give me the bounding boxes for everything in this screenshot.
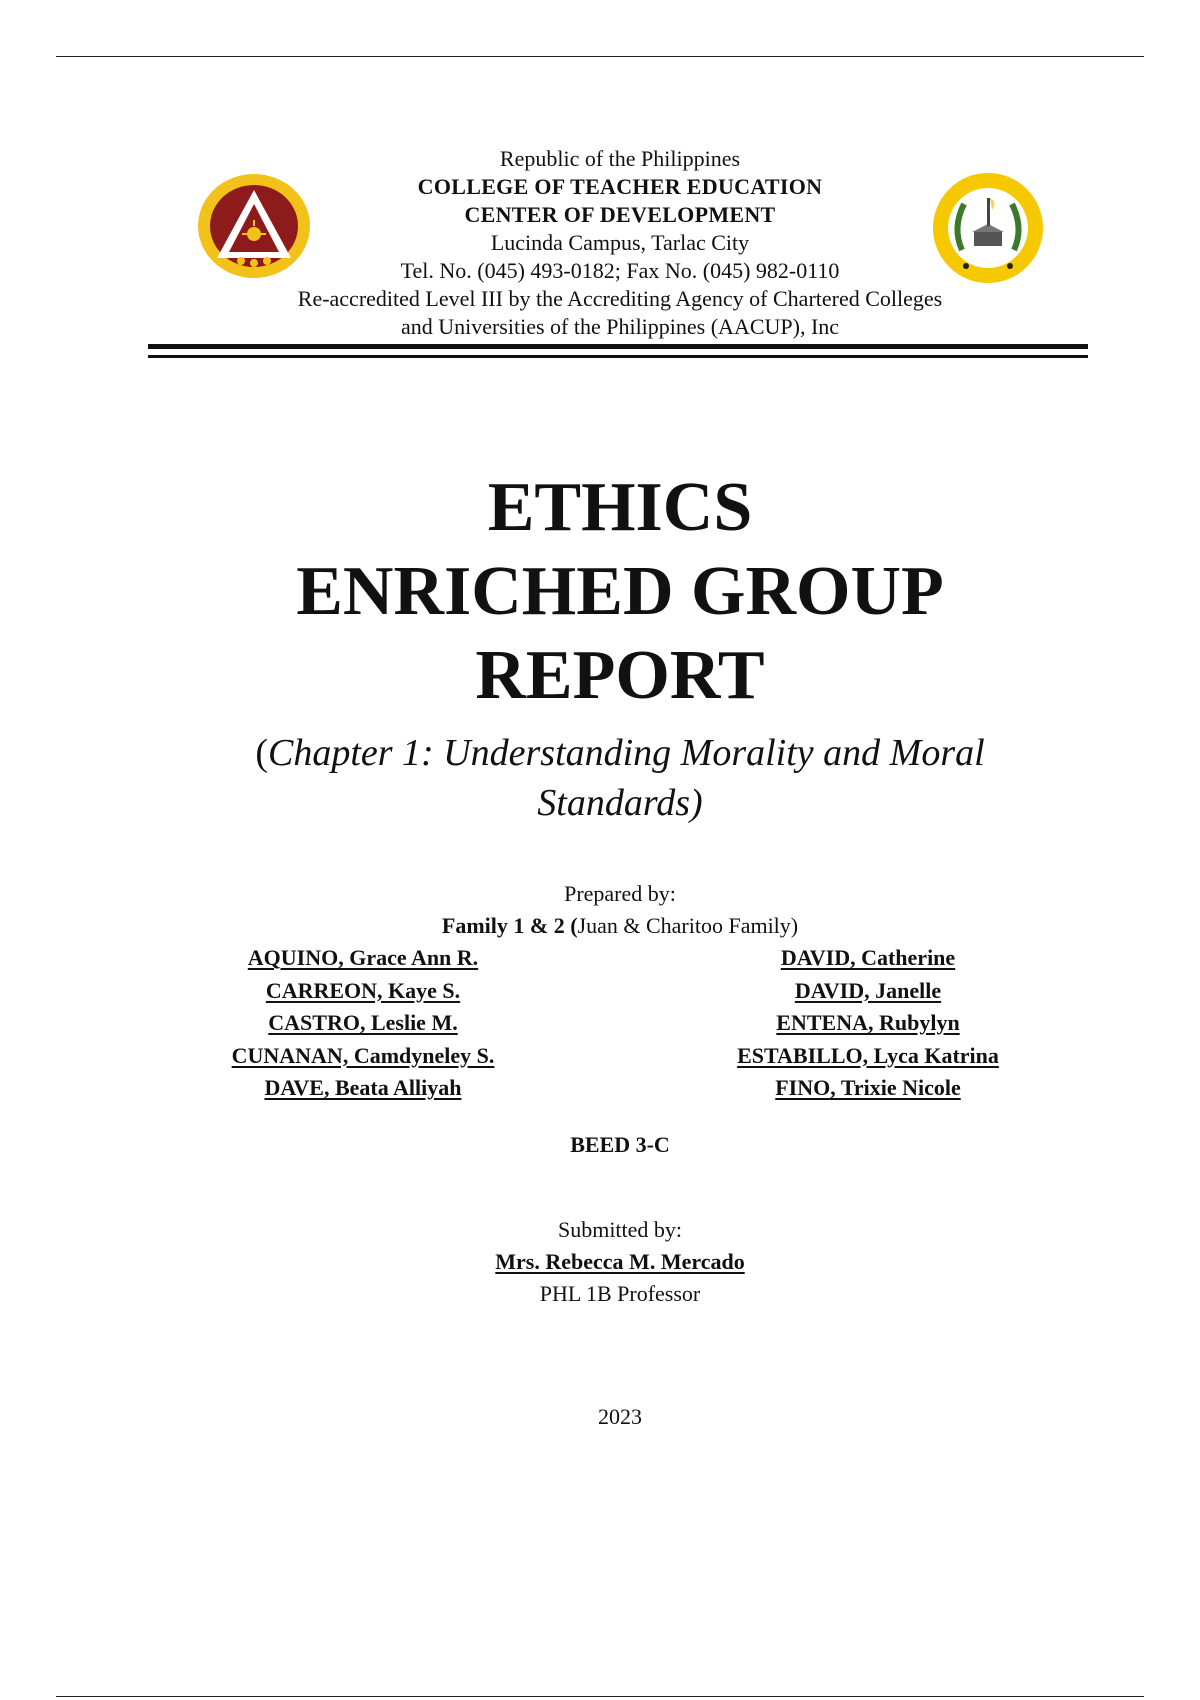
family-line — [150, 910, 1090, 942]
report-year: 2023 — [598, 1404, 642, 1429]
members-right-column — [668, 942, 1068, 1105]
class-section: BEED 3-C — [570, 1132, 670, 1157]
contact-line: Tel. No. (045) 493-0182; Fax No. (045) 982-0110 — [400, 258, 840, 283]
title-line-3: REPORT — [475, 637, 765, 714]
campus-line: Lucinda Campus, Tarlac City — [490, 230, 750, 255]
college-name: COLLEGE OF TEACHER EDUCATION — [417, 174, 823, 199]
member-name: CUNANAN, Camdyneley S. — [231, 1042, 495, 1068]
member-name: ESTABILLO, Lyca Katrina — [737, 1042, 999, 1068]
submitted-by-label: Submitted by: — [557, 1217, 683, 1242]
prepared-by-label: Prepared by: — [564, 881, 676, 906]
header-divider-thick — [148, 344, 1088, 349]
center-name: CENTER OF DEVELOPMENT — [464, 202, 776, 227]
members-left-column — [163, 942, 563, 1105]
page-top-rule — [56, 56, 1144, 57]
header-divider-thin — [148, 355, 1088, 358]
member-name: FINO, Trixie Nicole — [775, 1075, 961, 1100]
title-line-2: ENRICHED GROUP — [296, 553, 944, 630]
family-name-rest: Juan & Charitoo Family) — [577, 913, 799, 938]
member-name: DAVID, Janelle — [794, 977, 942, 1003]
professor-name: Mrs. Rebecca M. Mercado — [495, 1249, 745, 1274]
accreditation-line-1: Re-accredited Level III by the Accrediting Agency of Chartered Colleges — [297, 286, 943, 311]
letterhead — [150, 145, 1090, 341]
chapter-subtitle — [150, 728, 1090, 828]
member-name: DAVE, Beata Alliyah — [264, 1075, 462, 1100]
report-title — [150, 466, 1090, 718]
member-name: ENTENA, Rubylyn — [776, 1010, 960, 1035]
member-name: CASTRO, Leslie M. — [268, 1010, 458, 1035]
accreditation-line-2: and Universities of the Philippines (AACUP), Inc — [400, 314, 840, 339]
member-name: CARREON, Kaye S. — [265, 977, 461, 1003]
professor-title: PHL 1B Professor — [539, 1281, 701, 1306]
title-line-1: ETHICS — [487, 469, 753, 546]
subtitle-paren: ( — [255, 732, 268, 774]
member-name: DAVID, Catherine — [780, 945, 956, 970]
family-name-bold: Family 1 & 2 ( — [441, 913, 578, 938]
subtitle-line-2: Standards) — [537, 782, 703, 824]
member-name: AQUINO, Grace Ann R. — [247, 945, 479, 970]
page-bottom-rule — [56, 1696, 1144, 1697]
country-line: Republic of the Philippines — [499, 146, 741, 171]
subtitle-line-1: Chapter 1: Understanding Morality and Moral — [267, 732, 985, 774]
